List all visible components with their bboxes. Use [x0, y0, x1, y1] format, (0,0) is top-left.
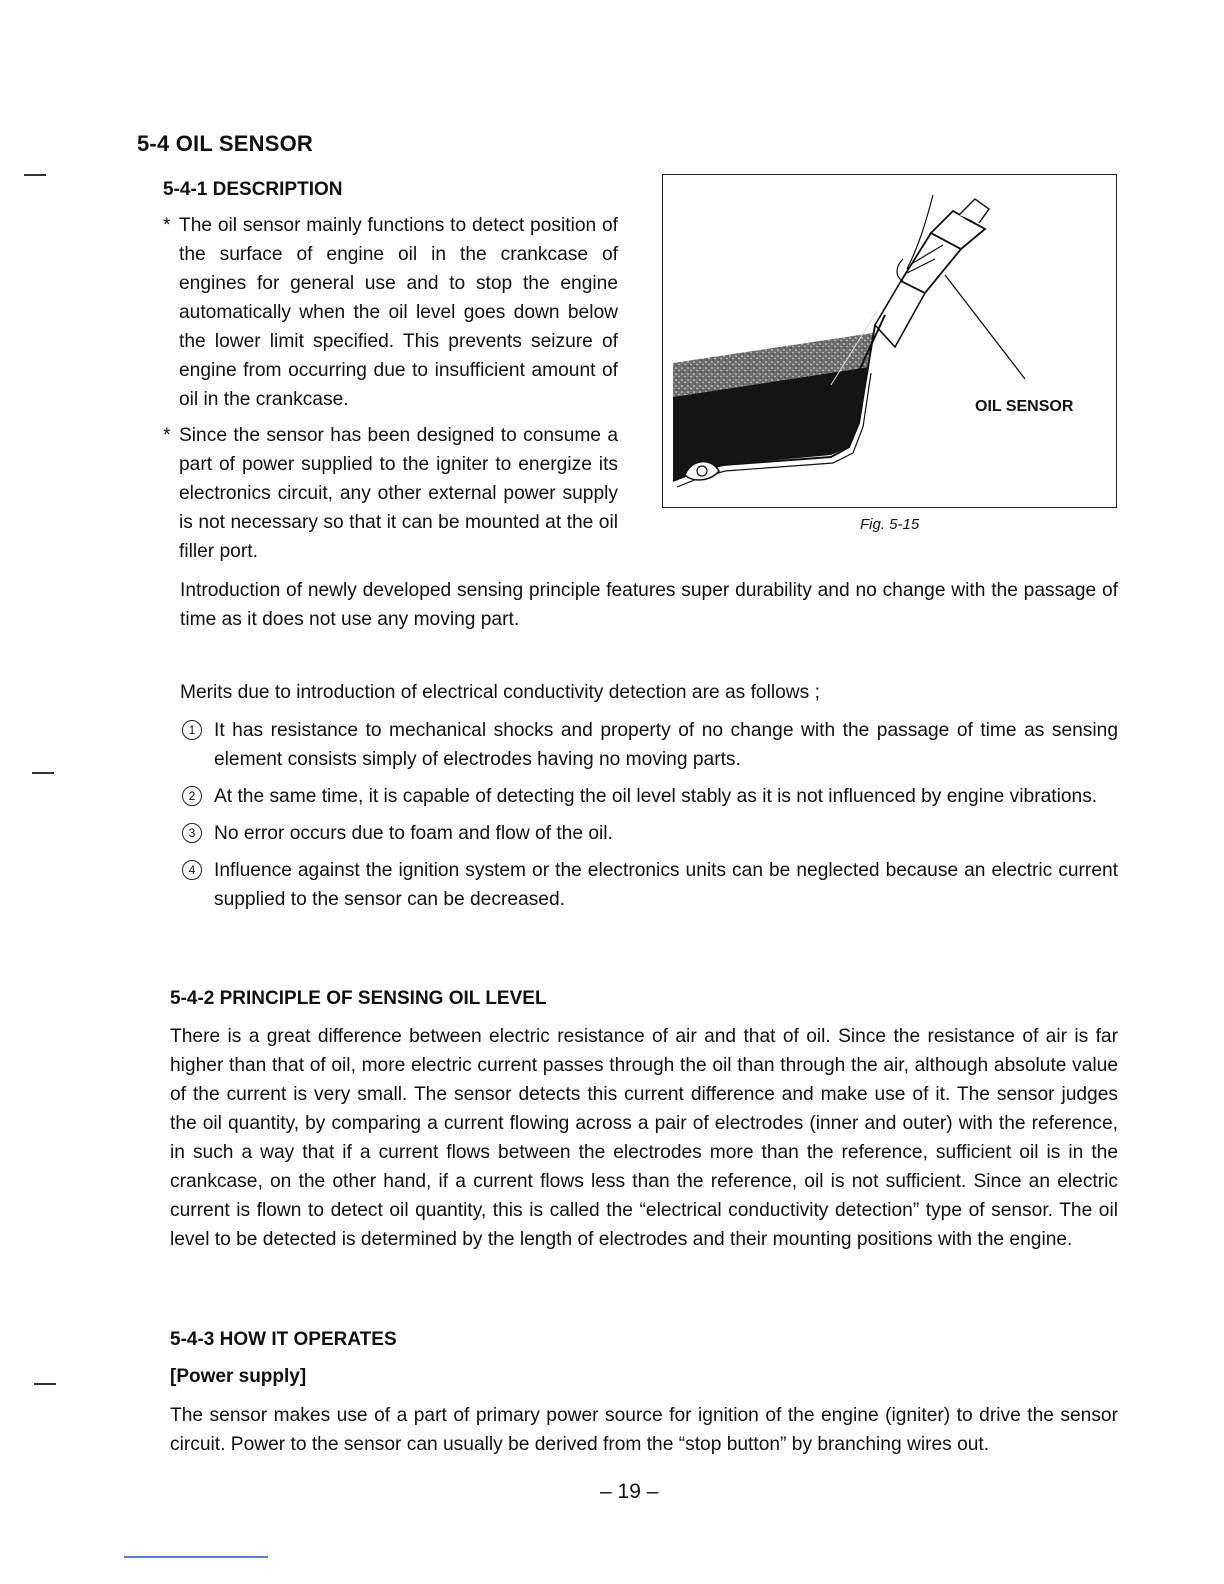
operation-heading: 5-4-3 HOW IT OPERATES: [170, 1329, 397, 1350]
leader-line: [945, 275, 1025, 379]
principle-paragraph: There is a great difference between electric resistance of air and that of oil. Since the resistance of air is far higher than that of oil, more electric current passes through the oil than through the air, although absolute value of the current is very small. The sensor detects this current difference and make use of it. The sensor judges the oil quantity, by comparing a current flowing across a pair of electrodes (inner and outer) with the reference, in such a way that if a current flows between the electrodes more than the reference, sufficient oil is in the crankcase, on the other hand, if a current flows less than the reference, oil is not sufficient. Since an electric current is flown to detect oil quantity, this is called the “electrical conductivity detection” type of sensor. The oil level to be detected is determined by the length of electrodes and their mounting positions with the engine.: [170, 1026, 1118, 1250]
description-heading: 5-4-1 DESCRIPTION: [163, 179, 343, 200]
oil-sensor-body: [897, 195, 989, 293]
figure-label: OIL SENSOR: [975, 398, 1074, 415]
section-title: 5-4 OIL SENSOR: [137, 131, 313, 156]
merit-item: [180, 819, 1118, 848]
bullet-text: Since the sensor has been designed to consume a part of power supplied to the igniter to energize its electronics circuit, any other external power supply is not necessary so that it can be mounted at the oil filler port.: [179, 425, 618, 562]
margin-mark: [32, 772, 54, 774]
figure-oil-sensor: [662, 174, 1117, 508]
description-bullets: [163, 211, 618, 566]
merit-number: 1: [182, 720, 202, 740]
margin-mark: [24, 174, 46, 176]
merit-item: [180, 856, 1118, 914]
bottom-rule: [124, 1556, 268, 1558]
merit-text: No error occurs due to foam and flow of the oil.: [214, 823, 613, 844]
page-number: – 19 –: [600, 1480, 659, 1503]
merit-number: 2: [182, 786, 202, 806]
oil-sensor-illustration: [663, 175, 1115, 506]
merit-number: 3: [182, 823, 202, 843]
intro-paragraph: Introduction of newly developed sensing principle features super durability and no change with the passage of time as it does not use any moving part.: [180, 580, 1118, 630]
bullet-mark: *: [163, 215, 171, 236]
power-supply-subheading: [Power supply]: [170, 1366, 307, 1387]
margin-mark: [34, 1383, 56, 1385]
merit-number: 4: [182, 860, 202, 880]
bullet-mark: *: [163, 425, 171, 446]
figure-caption: Fig. 5-15: [860, 516, 920, 533]
merits-intro: Merits due to introduction of electrical conductivity detection are as follows ;: [180, 682, 820, 703]
operation-paragraph: The sensor makes use of a part of primary power source for ignition of the engine (igniter) to drive the sensor circuit. Power to the sensor can usually be derived from the “stop button” by branching wires out.: [170, 1405, 1118, 1455]
merit-text: Influence against the ignition system or the electronics units can be neglected because an electric current supplied to the sensor can be decreased.: [214, 860, 1118, 910]
merit-text: At the same time, it is capable of detecting the oil level stably as it is not influenced by engine vibrations.: [214, 786, 1098, 807]
bullet-item: [163, 211, 618, 414]
merit-text: It has resistance to mechanical shocks and property of no change with the passage of time as sensing element consists simply of electrodes having no moving parts.: [214, 720, 1118, 770]
bullet-text: The oil sensor mainly functions to detect position of the surface of engine oil in the crankcase of engines for general use and to stop the engine automatically when the oil level goes down below the lower limit specified. This prevents seizure of engine from occurring due to insufficient amount of oil in the crankcase.: [179, 215, 618, 410]
merit-item: [180, 716, 1118, 774]
bullet-item: [163, 421, 618, 566]
merits-list: [180, 716, 1118, 922]
principle-heading: 5-4-2 PRINCIPLE OF SENSING OIL LEVEL: [170, 988, 547, 1009]
merit-item: [180, 782, 1118, 811]
